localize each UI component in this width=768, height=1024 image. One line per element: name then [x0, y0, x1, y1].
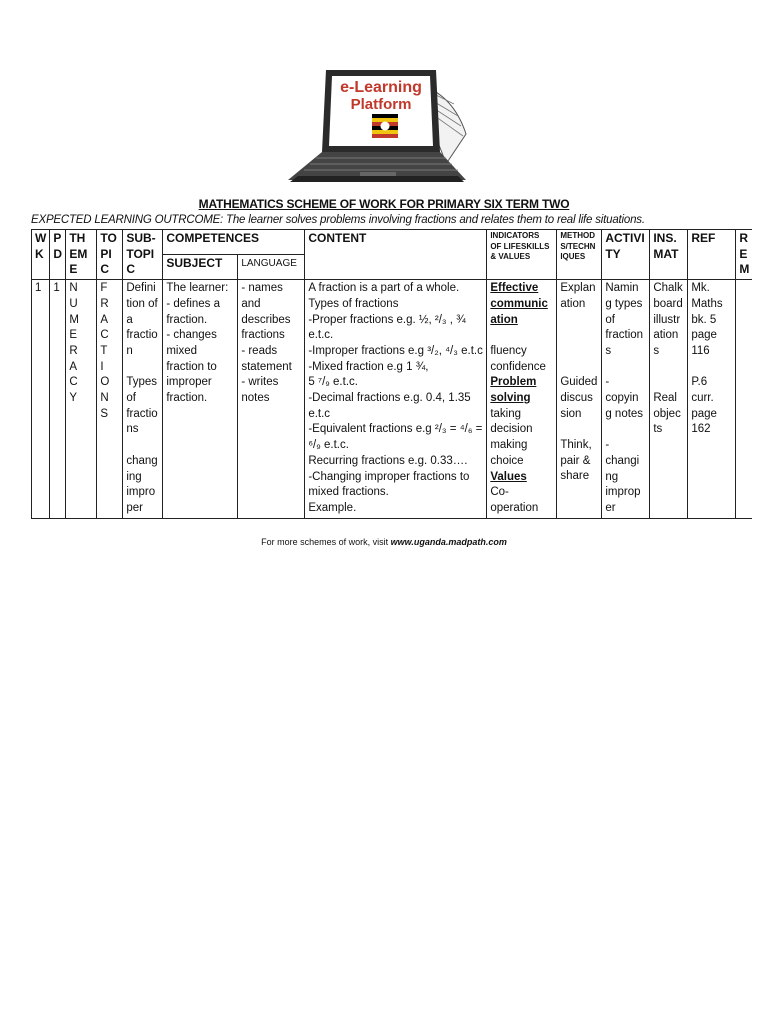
- cell-line: - writes: [241, 376, 279, 389]
- cell-line: of: [605, 313, 615, 326]
- cell-line: fraction to: [166, 360, 217, 373]
- cell-line: n: [126, 344, 133, 357]
- cell-line: IQUES: [560, 252, 586, 261]
- cell-line: E: [69, 329, 77, 342]
- cell-line: -Changing improper fractions to: [308, 470, 470, 483]
- cell-line: Defini: [126, 282, 156, 295]
- cell-line: O: [100, 376, 110, 389]
- cell-line: TY: [605, 246, 621, 261]
- cell-line: -Proper fractions e.g. ½, ²/₃ , ¾: [308, 313, 466, 326]
- cell-line: -Mixed fraction e.g 1 ¾,: [308, 360, 429, 373]
- cell-line: sion: [560, 407, 582, 420]
- cell-line: tion of: [126, 297, 158, 310]
- logo-line1: e-Learning: [340, 79, 422, 96]
- cell-line: C: [69, 376, 78, 389]
- cell-line: U: [69, 297, 78, 310]
- cell-line: C: [126, 262, 135, 277]
- cell-line: & VALUES: [490, 252, 531, 261]
- cell-line: N: [69, 282, 78, 295]
- cell-line: notes: [241, 392, 270, 405]
- cell-line: Real: [653, 392, 677, 404]
- cell-line: [560, 360, 598, 376]
- cell-line: E: [739, 246, 748, 261]
- cell-line: W: [35, 231, 47, 245]
- cell-line: Recurring fractions e.g. 0.33….: [308, 454, 468, 467]
- header-topic: [97, 230, 123, 280]
- cell-line: - reads: [241, 344, 278, 357]
- cell-line: INDICATORS: [490, 231, 540, 240]
- cell-line: Types of fractions: [308, 297, 399, 310]
- cell-line: E: [69, 262, 78, 277]
- cell-line: TH: [69, 231, 86, 245]
- cell-line: P: [53, 231, 62, 245]
- cell-line: ts: [653, 423, 663, 436]
- cell-line: [653, 375, 684, 391]
- cell-line: -Decimal fractions e.g. 0.4, 1.35: [308, 392, 471, 405]
- cell-methods: [557, 280, 602, 519]
- cell-line: er: [605, 501, 616, 514]
- cell-line: ⁶/₉ e.t.c.: [308, 439, 349, 452]
- cell-line: ns: [126, 423, 139, 436]
- cell-line: fraction.: [166, 392, 208, 405]
- cell-indicators: [487, 280, 557, 519]
- cell-line: fraction: [605, 329, 644, 342]
- cell-line: A fraction is a part of a whole.: [308, 282, 460, 295]
- cell-line: SUB-: [126, 231, 156, 245]
- cell-line: per: [126, 501, 143, 514]
- cell-line: [605, 422, 646, 438]
- cell-line: Guided: [560, 376, 598, 389]
- header-theme: [66, 230, 97, 280]
- cell-line: R: [100, 297, 109, 310]
- cell-line: fractio: [126, 407, 158, 420]
- cell-line: Explan: [560, 282, 596, 295]
- cell-line: TO: [100, 231, 117, 245]
- e-learning-platform-logo: [268, 64, 468, 184]
- cell-line: decision: [490, 423, 533, 436]
- cell-line: - changes: [166, 329, 217, 342]
- cell-theme: [66, 280, 97, 519]
- cell-line: [560, 422, 598, 438]
- header-subtopic: [123, 230, 163, 280]
- footer-text: For more schemes of work, visit: [261, 537, 391, 547]
- cell-line: Types: [126, 376, 158, 389]
- cell-line: page: [691, 329, 717, 342]
- cell-line: The learner:: [166, 282, 229, 295]
- cell-line: share: [560, 470, 590, 483]
- cell-line: S: [100, 407, 108, 420]
- cell-line: illustr: [653, 313, 681, 326]
- header-language: LANGUAGE: [238, 255, 305, 280]
- header-activity: [602, 230, 650, 280]
- cell-line: solving: [490, 392, 531, 405]
- cell-language: [238, 280, 305, 519]
- cell-line: g types: [605, 297, 643, 310]
- cell-line: choice: [490, 454, 524, 467]
- cell-line: objec: [653, 407, 681, 420]
- cell-line: board: [653, 297, 683, 310]
- cell-line: OF LIFESKILLS: [490, 241, 550, 251]
- cell-line: of: [126, 392, 136, 405]
- cell-line: pair &: [560, 454, 591, 467]
- cell-line: - names: [241, 282, 283, 295]
- cell-line: 162: [691, 423, 711, 436]
- cell-line: - defines a: [166, 297, 221, 310]
- cell-line: METHOD: [560, 231, 595, 240]
- cell-line: MAT: [653, 246, 679, 261]
- cell-line: e.t.c.: [308, 329, 334, 342]
- cell-subject: [163, 280, 238, 519]
- cell-line: ation: [490, 313, 518, 326]
- cell-line: A: [69, 360, 77, 373]
- header-competences: COMPETENCES: [163, 230, 305, 255]
- cell-line: D: [53, 246, 62, 261]
- table-row: [32, 280, 753, 519]
- cell-ref: [688, 280, 736, 519]
- cell-topic: [97, 280, 123, 519]
- cell-activity: [602, 280, 650, 519]
- footer-link[interactable]: www.uganda.madpath.com: [390, 537, 507, 547]
- header-content: CONTENT: [305, 230, 487, 280]
- cell-line: Think,: [560, 439, 592, 452]
- cell-line: copyin: [605, 392, 639, 405]
- header-pd: [50, 230, 66, 280]
- cell-line: improp: [605, 486, 641, 499]
- expected-outcome: EXPECTED LEARNING OUTRCOME: The learner solves problems involving fractions and relates them to real life situations.: [31, 214, 645, 226]
- cell-line: M: [739, 262, 750, 277]
- cell-rem: [736, 280, 753, 519]
- cell-line: 116: [691, 344, 710, 357]
- cell-line: [560, 313, 598, 329]
- cell-line: Effective: [490, 282, 539, 295]
- cell-ins-mat: [650, 280, 688, 519]
- cell-line: [605, 360, 646, 376]
- cell-line: page: [691, 407, 717, 420]
- cell-line: mixed: [166, 344, 198, 357]
- header-ref: REF: [688, 230, 736, 280]
- header-wk: [32, 230, 50, 280]
- cell-line: Values: [490, 470, 527, 483]
- cell-line: ation: [653, 329, 679, 342]
- cell-line: [126, 360, 159, 376]
- cell-line: 5 ⁷/₉ e.t.c.: [308, 376, 358, 389]
- cell-line: C: [100, 262, 109, 277]
- cell-line: INS.: [653, 231, 677, 245]
- cell-line: Problem: [490, 376, 537, 389]
- cell-line: e.t.c: [308, 407, 331, 420]
- header-methods: [557, 230, 602, 280]
- cell-line: Namin: [605, 282, 639, 295]
- cell-line: T: [100, 344, 108, 357]
- cell-line: confidence: [490, 360, 546, 373]
- cell-content: [305, 280, 487, 519]
- cell-line: a: [126, 313, 133, 326]
- cell-line: I: [100, 360, 104, 373]
- cell-line: PI: [100, 246, 112, 261]
- cell-line: [653, 360, 684, 376]
- header-row-1: [32, 230, 753, 255]
- cell-wk: 1: [32, 280, 50, 519]
- cell-line: R: [69, 344, 78, 357]
- cell-line: K: [35, 246, 44, 261]
- cell-line: communic: [490, 297, 548, 310]
- cell-line: S/TECHN: [560, 241, 596, 251]
- cell-line: curr.: [691, 392, 714, 405]
- cell-line: g notes: [605, 407, 644, 420]
- cell-line: [560, 328, 598, 344]
- cell-line: s: [605, 344, 612, 357]
- cell-line: TOPI: [126, 246, 155, 261]
- cell-subtopic: [123, 280, 163, 519]
- cell-line: Maths: [691, 297, 723, 310]
- cell-line: [490, 328, 553, 344]
- cell-pd: 1: [50, 280, 66, 519]
- cell-line: [126, 438, 159, 454]
- cell-line: operation: [490, 501, 539, 514]
- cell-line: bk. 5: [691, 313, 717, 326]
- cell-line: Co-: [490, 486, 509, 499]
- cell-line: A: [100, 313, 108, 326]
- cell-line: -: [605, 439, 610, 452]
- logo-line2: Platform: [350, 96, 412, 113]
- header-ins-mat: [650, 230, 688, 280]
- cell-line: Mk.: [691, 282, 710, 295]
- scheme-table: [31, 229, 752, 519]
- cell-line: [691, 360, 732, 376]
- cell-line: mixed fractions.: [308, 486, 389, 499]
- cell-line: improper: [166, 376, 212, 389]
- cell-line: statement: [241, 360, 292, 373]
- cell-line: changi: [605, 454, 640, 467]
- cell-line: discus: [560, 391, 593, 404]
- cell-line: N: [100, 392, 109, 405]
- cell-line: chang: [126, 454, 158, 467]
- cell-line: impro: [126, 486, 156, 499]
- header-indicators: [487, 230, 557, 280]
- cell-line: taking: [490, 407, 522, 420]
- cell-line: and: [241, 297, 261, 310]
- cell-line: -Equivalent fractions e.g ²/₃ = ⁴/₆ =: [308, 423, 483, 436]
- cell-line: ing: [126, 470, 142, 483]
- cell-line: ACTIVI: [605, 231, 645, 245]
- cell-line: fractio: [126, 329, 158, 342]
- cell-line: Chalk: [653, 282, 683, 295]
- cell-line: [560, 344, 598, 360]
- cell-line: ng: [605, 470, 619, 483]
- cell-line: C: [100, 329, 109, 342]
- cell-line: fractions: [241, 329, 285, 342]
- cell-line: Y: [69, 392, 77, 405]
- cell-line: F: [100, 282, 108, 295]
- cell-line: describes: [241, 313, 291, 326]
- page-title: MATHEMATICS SCHEME OF WORK FOR PRIMARY SIX TERM TWO: [198, 197, 570, 211]
- cell-line: Example.: [308, 501, 357, 514]
- cell-line: P.6: [691, 376, 708, 389]
- cell-line: EM: [69, 246, 88, 261]
- cell-line: -: [605, 376, 610, 389]
- cell-line: -Improper fractions e.g ³/₂, ⁴/₃ e.t.c: [308, 344, 483, 357]
- cell-line: M: [69, 313, 79, 326]
- header-subject: SUBJECT: [163, 255, 238, 280]
- cell-line: s: [653, 344, 660, 357]
- cell-line: ation: [560, 297, 586, 310]
- cell-line: R: [739, 231, 748, 245]
- footer: [0, 537, 768, 547]
- header-rem: [736, 230, 753, 280]
- cell-line: fraction.: [166, 313, 208, 326]
- cell-line: fluency: [490, 344, 527, 357]
- cell-line: making: [490, 439, 528, 452]
